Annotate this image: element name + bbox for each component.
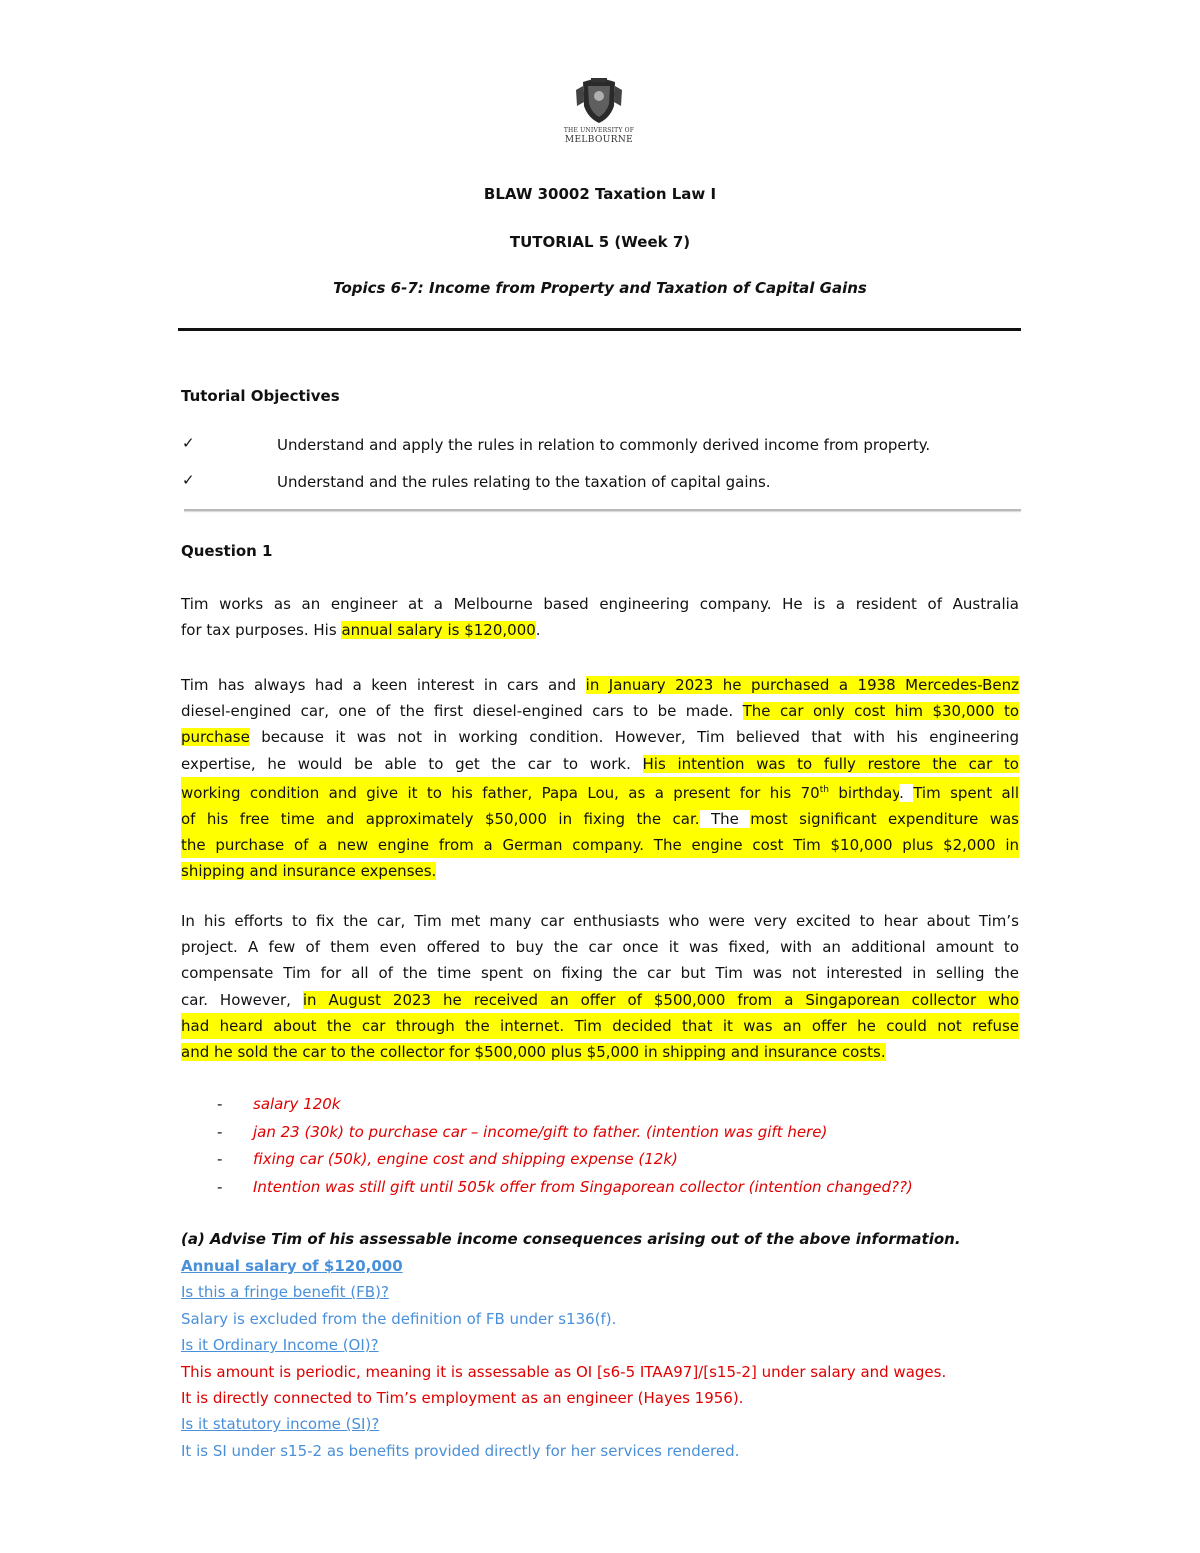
text-line: expertise, he would be able to get the car to work. His intention was to fully restore the car to bbox=[181, 754, 1019, 773]
text-line bbox=[181, 1039, 1019, 1065]
header-divider bbox=[178, 328, 1021, 331]
tutorial-title: TUTORIAL 5 (Week 7) bbox=[509, 233, 691, 251]
highlighted-text: His intention was to fully restore the car to bbox=[642, 754, 1019, 773]
text-line: compensate Tim for all of the time spent on fixing the car but Tim was not interested in selling the bbox=[181, 964, 1019, 983]
text-line: car. However, in August 2023 he received an offer of $500,000 from a Singaporean collector who bbox=[181, 990, 1019, 1009]
highlighted-line: working condition and give it to his father, Papa Lou, as a present for his 70th birthday. Tim spent all bbox=[181, 777, 1019, 806]
notes-list bbox=[181, 1095, 1021, 1205]
answer-question-si: Is it statutory income (SI)? bbox=[181, 1415, 380, 1433]
list-item: - fixing car (50k), engine cost and shipping expense (12k) bbox=[217, 1150, 678, 1168]
text-line: In his efforts to fix the car, Tim met many car enthusiasts who were very excited to hear about Tim’s bbox=[181, 912, 1019, 930]
highlighted-line: the purchase of a new engine from a German company. The engine cost Tim $10,000 plus $2,000 in bbox=[181, 832, 1019, 858]
topics-subtitle: Topics 6-7: Income from Property and Taxation of Capital Gains bbox=[333, 279, 867, 297]
highlighted-text: annual salary is $120,000 bbox=[341, 621, 536, 640]
text-line: Tim works as an engineer at a Melbourne based engineering company. He is a resident of Australia bbox=[181, 595, 1019, 613]
answer-question-fb: Is this a fringe benefit (FB)? bbox=[181, 1283, 389, 1301]
answer-text-fb: Salary is excluded from the definition of FB under s136(f). bbox=[181, 1310, 617, 1328]
text-line: purchase because it was not in working condition. However, Tim believed that with his engineering bbox=[181, 728, 1019, 747]
highlighted-text: purchase bbox=[181, 728, 250, 747]
objective-item-1: Understand and apply the rules in relation to commonly derived income from property. bbox=[277, 436, 931, 454]
crest-shield-icon bbox=[558, 76, 640, 126]
objectives-heading: Tutorial Objectives bbox=[181, 387, 340, 405]
question-paragraph-3 bbox=[181, 908, 1019, 1065]
crest-text-bottom: MELBOURNE bbox=[564, 135, 634, 145]
question-heading: Question 1 bbox=[181, 542, 273, 560]
highlighted-line: had heard about the car through the internet. Tim decided that it was an offer he could not refuse bbox=[181, 1013, 1019, 1039]
text-line: for tax purposes. His annual salary is $120,000. bbox=[181, 621, 541, 640]
objectives-divider bbox=[184, 509, 1021, 511]
list-item: - jan 23 (30k) to purchase car – income/gift to father. (intention was gift here) bbox=[217, 1122, 828, 1141]
checkmark-icon: ✓ bbox=[182, 434, 195, 452]
highlighted-line: of his free time and approximately $50,000 in fixing the car. The most significant expenditure was bbox=[181, 806, 1019, 832]
university-crest-logo bbox=[558, 76, 640, 146]
highlighted-text: and he sold the car to the collector for $500,000 plus $5,000 in shipping and insurance costs. bbox=[181, 1043, 886, 1062]
part-a-question: (a) Advise Tim of his assessable income consequences arising out of the above information. bbox=[181, 1230, 961, 1248]
question-paragraph-1 bbox=[181, 591, 1019, 643]
answer-heading-salary: Annual salary of $120,000 bbox=[181, 1257, 403, 1275]
answer-text-oi-2: It is directly connected to Tim’s employment as an engineer (Hayes 1956). bbox=[181, 1389, 744, 1407]
text-line: project. A few of them even offered to buy the car once it was fixed, with an additional amount to bbox=[181, 938, 1019, 957]
checkmark-icon: ✓ bbox=[182, 471, 195, 489]
objective-item-2: Understand and the rules relating to the taxation of capital gains. bbox=[277, 473, 771, 491]
text-line: Tim has always had a keen interest in cars and in January 2023 he purchased a 1938 Mercedes-Benz bbox=[181, 676, 1019, 694]
answer-text-oi-1: This amount is periodic, meaning it is assessable as OI [s6-5 ITAA97]/[s15-2] under salary and wages. bbox=[181, 1363, 947, 1381]
highlighted-text: in August 2023 he received an offer of $500,000 from a Singaporean collector who bbox=[302, 990, 1019, 1009]
highlighted-text: shipping and insurance expenses. bbox=[181, 862, 437, 881]
answer-question-oi: Is it Ordinary Income (OI)? bbox=[181, 1336, 379, 1354]
answer-text-si: It is SI under s15-2 as benefits provided directly for her services rendered. bbox=[181, 1442, 740, 1460]
list-item: - Intention was still gift until 505k offer from Singaporean collector (intention changed??) bbox=[217, 1177, 913, 1196]
highlighted-text: in January 2023 he purchased a 1938 Mercedes-Benz bbox=[585, 676, 1019, 694]
highlighted-text: The car only cost him $30,000 to bbox=[742, 702, 1019, 721]
question-paragraph-2 bbox=[181, 672, 1019, 885]
list-item: - salary 120k bbox=[217, 1095, 341, 1113]
crest-text-top: THE UNIVERSITY OF bbox=[563, 127, 635, 134]
text-line: diesel-engined car, one of the first diesel-engined cars to be made. The car only cost him $30,000 to bbox=[181, 702, 1019, 721]
course-title: BLAW 30002 Taxation Law I bbox=[483, 185, 717, 203]
text-line bbox=[181, 858, 1019, 884]
